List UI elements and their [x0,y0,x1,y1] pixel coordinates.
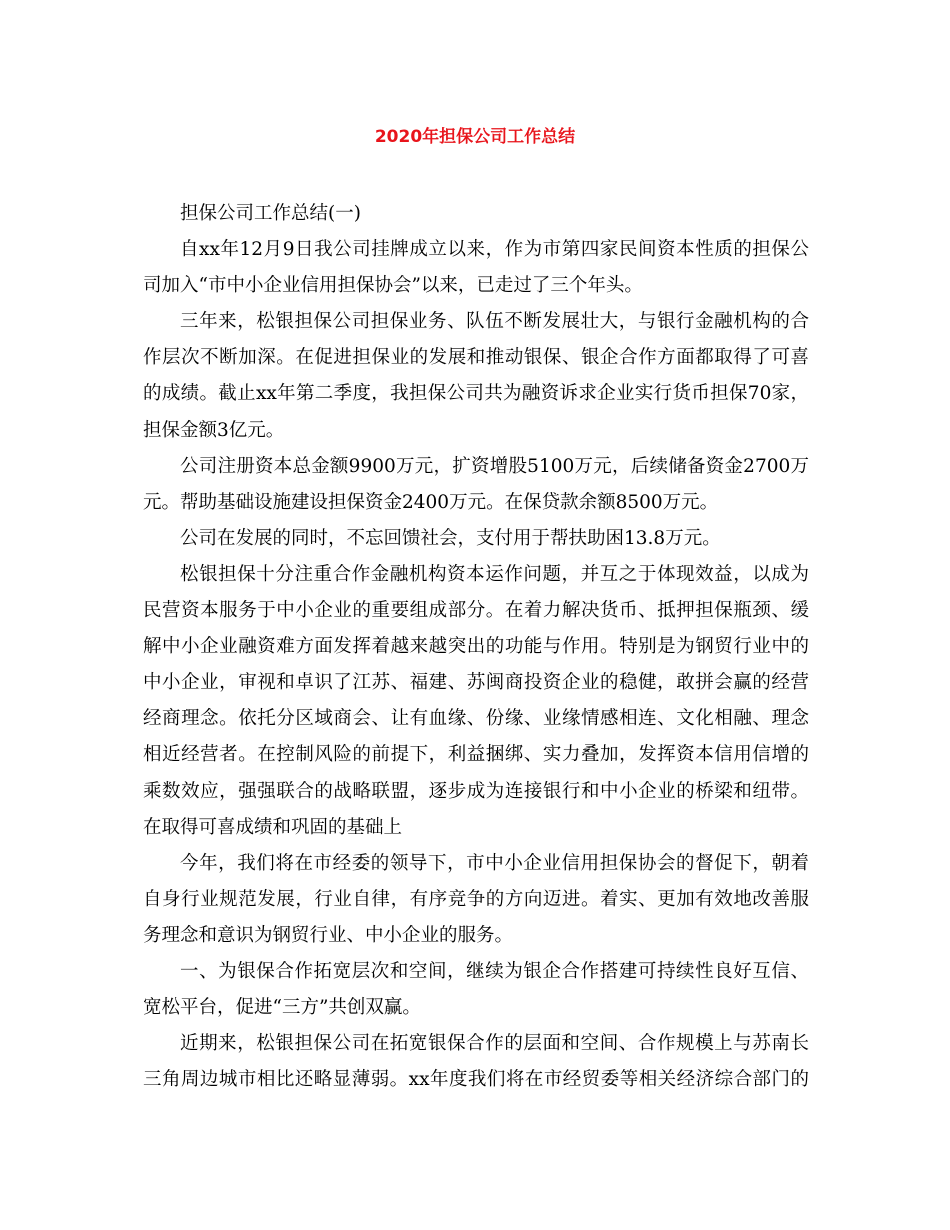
paragraph-line: 的成绩。截止xx年第二季度，我担保公司共为融资诉求企业实行货币担保70家， [143,383,809,405]
paragraph-line: 作层次不断加深。在促进担保业的发展和推动银保、银企合作方面都取得了可喜 [143,347,809,369]
paragraph-line: 元。帮助基础设施建设担保资金2400万元。在保贷款余额8500万元。 [143,491,719,513]
paragraph-line: 松银担保十分注重合作金融机构资本运作问题，并互之于体现效益，以成为 [180,563,809,585]
paragraph-line: 公司在发展的同时，不忘回馈社会，支付用于帮扶助困13.8万元。 [180,527,721,549]
paragraph-line: 三年来，松银担保公司担保业务、队伍不断发展壮大，与银行金融机构的合 [180,311,809,333]
paragraph-line: 在取得可喜成绩和巩固的基础上 [143,816,403,838]
paragraph-line: 一、为银保合作拓宽层次和空间，继续为银企合作搭建可持续性良好互信、 [180,960,809,982]
paragraph-line: 务理念和意识为钢贸行业、中小企业的服务。 [143,924,514,946]
document-title: 2020年担保公司工作总结 [374,127,576,147]
paragraph-line: 相近经营者。在控制风险的前提下，利益捆绑、实力叠加，发挥资本信用信增的 [143,744,809,766]
paragraph-line: 三角周边城市相比还略显薄弱。xx年度我们将在市经贸委等相关经济综合部门的 [143,1069,809,1091]
paragraph-line: 解中小企业融资难方面发挥着越来越突出的功能与作用。特别是为钢贸行业中的 [143,636,809,658]
paragraph-line: 自xx年12月9日我公司挂牌成立以来，作为市第四家民间资本性质的担保公 [180,239,809,261]
section-heading: 担保公司工作总结(一) [180,203,361,224]
document-body [143,196,809,1098]
paragraph-line: 今年，我们将在市经委的领导下，市中小企业信用担保协会的督促下，朝着 [180,852,809,874]
paragraph-line: 经商理念。依托分区域商会、让有血缘、份缘、业缘情感相连、文化相融、理念 [143,708,809,730]
paragraph-line: 宽松平台，促进“三方”共创双赢。 [143,997,421,1019]
paragraph-line: 近期来，松银担保公司在拓宽银保合作的层面和空间、合作规模上与苏南长 [180,1033,809,1055]
paragraph-line: 乘数效应，强强联合的战略联盟，逐步成为连接银行和中小企业的桥梁和纽带。 [143,780,809,802]
paragraph-line: 公司注册资本总金额9900万元，扩资增股5100万元，后续储备资金2700万 [180,455,809,477]
paragraph-line: 中小企业，审视和卓识了江苏、福建、苏闽商投资企业的稳健，敢拼会赢的经营 [143,672,809,694]
paragraph-line: 担保金额3亿元。 [143,419,285,441]
paragraph-line: 自身行业规范发展，行业自律，有序竞争的方向迈进。着实、更加有效地改善服 [143,888,809,910]
paragraph-line: 民营资本服务于中小企业的重要组成部分。在着力解决货币、抵押担保瓶颈、缓 [143,600,809,622]
paragraph-line: 司加入“市中小企业信用担保协会”以来，已走过了三个年头。 [143,275,643,297]
